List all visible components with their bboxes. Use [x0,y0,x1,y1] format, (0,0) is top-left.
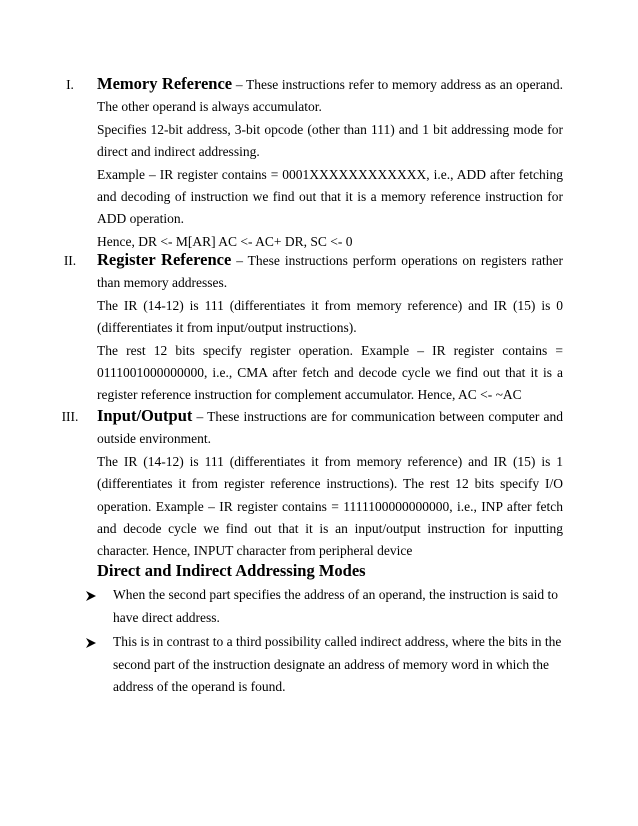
section-body [97,405,563,563]
bullet-text: This is in contrast to a third possibility called indirect address, where the bits in the second part of the instruction designate an address of memory word in which the address of the operand is found. [113,634,562,694]
addressing-modes-list [85,584,563,701]
section-term: Memory Reference [97,74,233,93]
section-body [97,73,563,253]
section-paragraph: Specifies 12-bit address, 3-bit opcode (other than 111) and 1 bit addressing mode for direct and indirect addressing. [97,121,563,160]
section-numeral: II. [63,253,77,268]
section-intro [97,73,563,119]
section-body [97,249,563,407]
section-paragraph: The IR (14-12) is 111 (differentiates it from memory reference) and IR (15) is 1 (differentiates it from register reference instructions). The rest 12 bits specify I/O operation. Example – IR register contains = 1111100000000000, i.e., INP after fetch and decode cycle we find out that it is an input/output instruction for inputting character. Hence, INPUT character from peripheral device [97,453,563,559]
section-paragraph: Hence, DR <- M[AR] AC <- AC+ DR, SC <- 0 [97,233,353,249]
section-paragraph: Example – IR register contains = 0001XXXXXXXXXXXX, i.e., ADD after fetching and decoding of instruction we find out that it is a memory reference instruction for ADD operation. [97,166,563,227]
section-numeral: I. [66,77,74,92]
section-paragraph: The IR (14-12) is 111 (differentiates it from memory reference) and IR (15) is 0 (differentiates it from input/output instructions). [97,297,563,336]
section-term: Input/Output [97,406,193,425]
term-separator: – [231,253,248,268]
section-intro [97,249,563,295]
section-paragraph: The rest 12 bits specify register operation. Example – IR register contains = 0111001000000000, i.e., CMA after fetch and decode cycle we find out that it is a register reference instruction for complement accumulator. Hence, AC <- ~AC [97,342,563,403]
section-term: Register Reference [97,250,232,269]
intro-text: These instructions are for communication between computer and outside environment. [97,409,563,447]
list-item [85,584,563,629]
section-intro [97,405,563,451]
intro-text: These instructions perform operations on registers rather than memory addresses. [97,253,563,291]
list-item [85,631,563,699]
bullet-text: When the second part specifies the address of an operand, the instruction is said to have direct address. [113,587,558,625]
addressing-modes-heading: Direct and Indirect Addressing Modes [97,561,366,580]
arrow-bullet-icon [85,637,97,649]
arrow-bullet-icon [85,590,97,602]
term-separator: – [232,77,247,92]
section-numeral: III. [61,409,79,424]
term-separator: – [192,409,208,424]
intro-text: These instructions refer to memory address as an operand. The other operand is always accumulator. [97,77,563,115]
